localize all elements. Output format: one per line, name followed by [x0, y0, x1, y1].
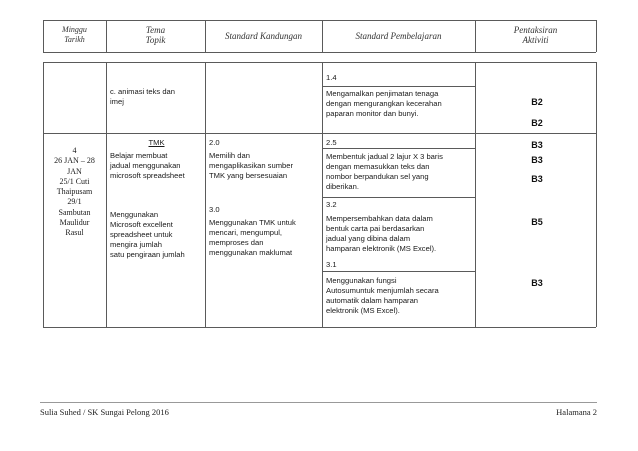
topic-title: TMK	[148, 138, 165, 147]
row1-ls-text: Mengamalkan penjimatan tenaga dengan mengurangkan kecerahan paparan monitor dan bunyi.	[326, 89, 442, 118]
footer-page-number: Halamana 2	[556, 407, 597, 417]
footer-author: Sulia Suhed / SK Sungai Pelong 2016	[40, 407, 169, 417]
ls1-text: Membentuk jadual 2 lajur X 3 baris dengan memasukkan teks dan nombor berpandukan sel yang diberikan.	[326, 152, 443, 191]
cs-b-text: Menggunakan TMK untuk mencari, mengumpul, memproses dan menggunakan maklumat	[209, 218, 296, 257]
header-content-standard: Standard Kandungan	[225, 31, 302, 41]
cs-b-code: 3.0	[209, 205, 220, 214]
ls3-code: 3.1	[326, 260, 337, 269]
header-week-date: Minggu Tarikh	[62, 25, 87, 44]
week-date-cell: 4 26 JAN – 28 JAN 25/1 Cuti Thaipusam 29/1 Sambutan Maulidur Rasul	[54, 146, 95, 238]
cs-a-text: Memilih dan mengaplikasikan sumber TMK yang bersesuaian	[209, 151, 293, 180]
rating-b3-4: B3	[531, 278, 543, 288]
ls2-text: Mempersembahkan data dalam bentuk carta pai berdasarkan jadual yang dibina dalam hamparan elektronik (MS Excel).	[326, 214, 437, 253]
ls2-code: 3.2	[326, 200, 337, 209]
rating-b3-1: B3	[531, 140, 543, 150]
rating-b5: B5	[531, 217, 543, 227]
header-assessment-activity: Pentaksiran Aktiviti	[513, 25, 558, 45]
rating-b3-2: B3	[531, 155, 543, 165]
row1-ls-code: 1.4	[326, 73, 337, 82]
cs-a-code: 2.0	[209, 138, 220, 147]
row1-topic: c. animasi teks dan imej	[110, 87, 175, 106]
topic-b: Menggunakan Microsoft excellent spreadsheet untuk mengira jumlah satu pengiraan jumlah	[110, 210, 185, 259]
rating-row1-1: B2	[531, 97, 543, 107]
rating-row1-2: B2	[531, 118, 543, 128]
footer-divider	[40, 402, 597, 403]
header-theme-topic: Tema Topik	[145, 25, 166, 45]
header-learning-standard: Standard Pembelajaran	[355, 31, 442, 41]
topic-a: Belajar membuat jadual menggunakan microsoft spreadsheet	[110, 151, 185, 180]
ls3-text: Menggunakan fungsi Autosumuntuk menjumlah secara automatik dalam hamparan elektronik (MS Excel).	[326, 276, 439, 315]
rating-b3-3: B3	[531, 174, 543, 184]
ls1-code: 2.5	[326, 138, 337, 147]
